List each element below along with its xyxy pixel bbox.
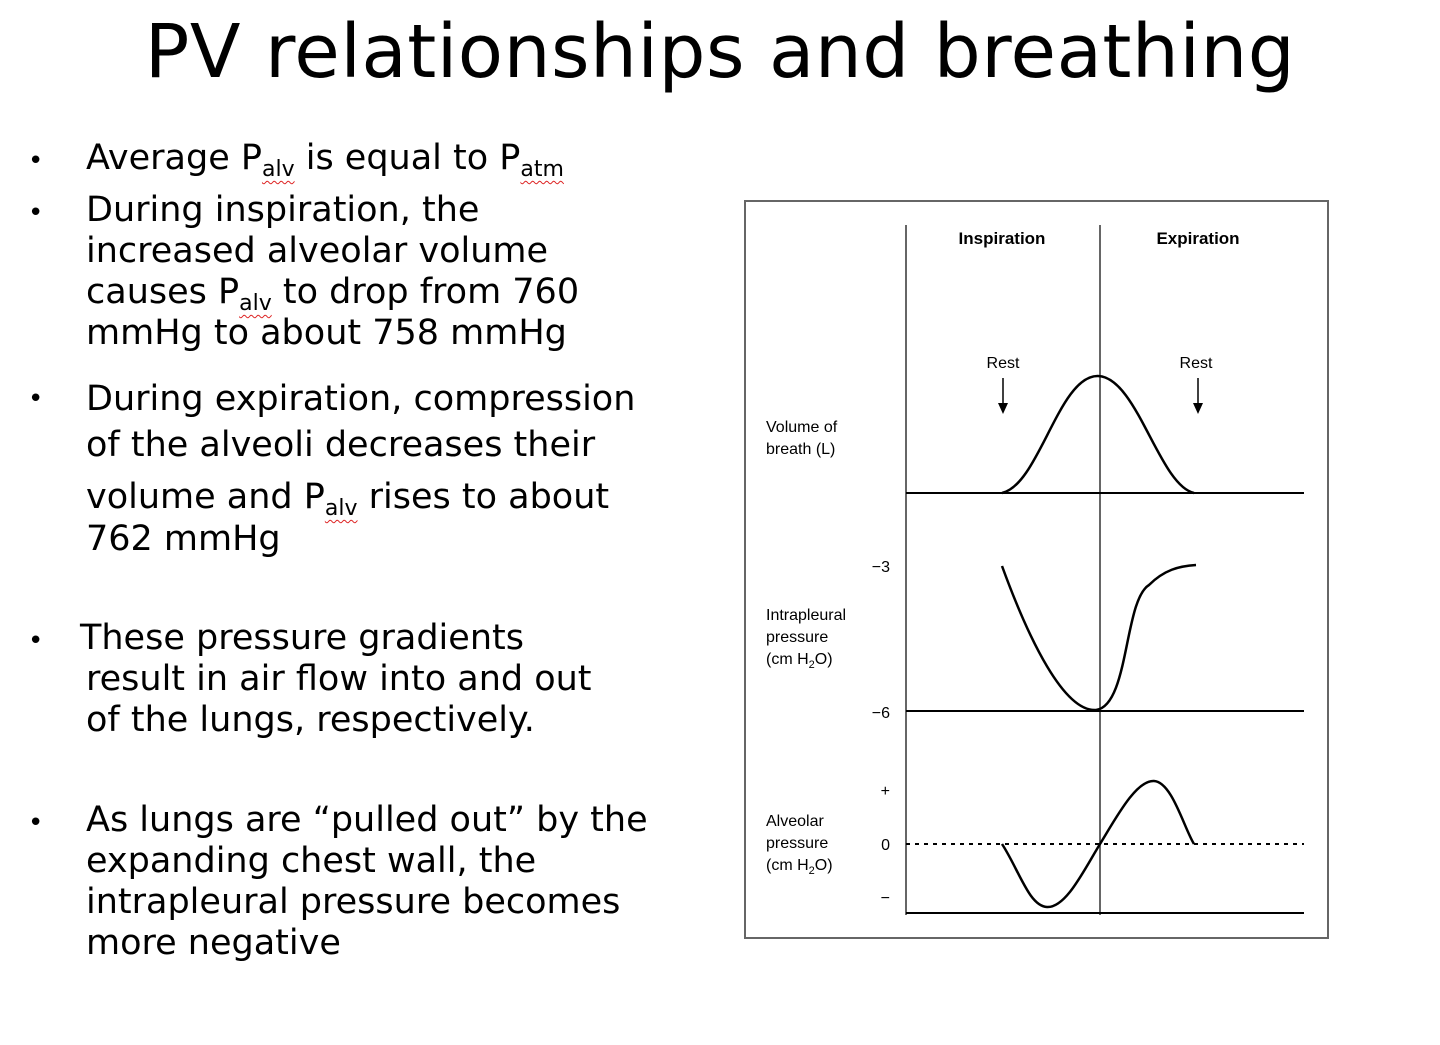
bullet-list [0, 0, 680, 1045]
alveolar-tick-zero: 0 [881, 837, 890, 854]
rest-label-left: Rest [986, 355, 1020, 372]
bullet-4: These pressure gradients result in air flow into and out of the lungs, respectively. [80, 618, 592, 740]
figure-frame [745, 201, 1328, 938]
bullet-marker: • [28, 146, 44, 176]
alveolar-tick-minus: − [880, 890, 890, 907]
bullet-marker: • [28, 808, 44, 838]
rest-label-right: Rest [1179, 355, 1213, 372]
bullet-1: Average $P_{alv}$ is equal to $P_{atm}$ [86, 138, 564, 182]
bullet-2: During inspiration, the increased alveolar volume causes $P_{alv}$ to drop from 760 mmHg to about 758 mmHg [86, 190, 580, 353]
expiration-label: Expiration [1156, 229, 1240, 248]
volume-axis-label: Volume of breath (L) [766, 419, 838, 458]
intrapleural-tick-bottom: −6 [871, 705, 890, 722]
alveolar-axis-label: Alveolar pressure (cm $H_2O$) [766, 813, 833, 877]
intrapleural-tick-top: −3 [871, 559, 890, 576]
bullet-5: As lungs are “pulled out” by the expanding chest wall, the intrapleural pressure becomes more negative [86, 800, 648, 963]
inspiration-label: Inspiration [958, 229, 1046, 248]
intrapleural-axis-label: Intrapleural pressure (cm $H_2O$) [766, 607, 847, 671]
slide-title: PV relationships and breathing [144, 9, 1296, 95]
bullet-marker: • [28, 626, 44, 656]
breathing-pressure-volume-figure [744, 200, 1330, 940]
bullet-marker: • [28, 198, 44, 228]
alveolar-tick-plus: + [880, 783, 890, 800]
bullet-3: During expiration, compression of the alveoli decreases their volume and $P_{alv}$ rises to about 762 mmHg [86, 379, 636, 559]
bullet-marker: • [28, 384, 44, 414]
